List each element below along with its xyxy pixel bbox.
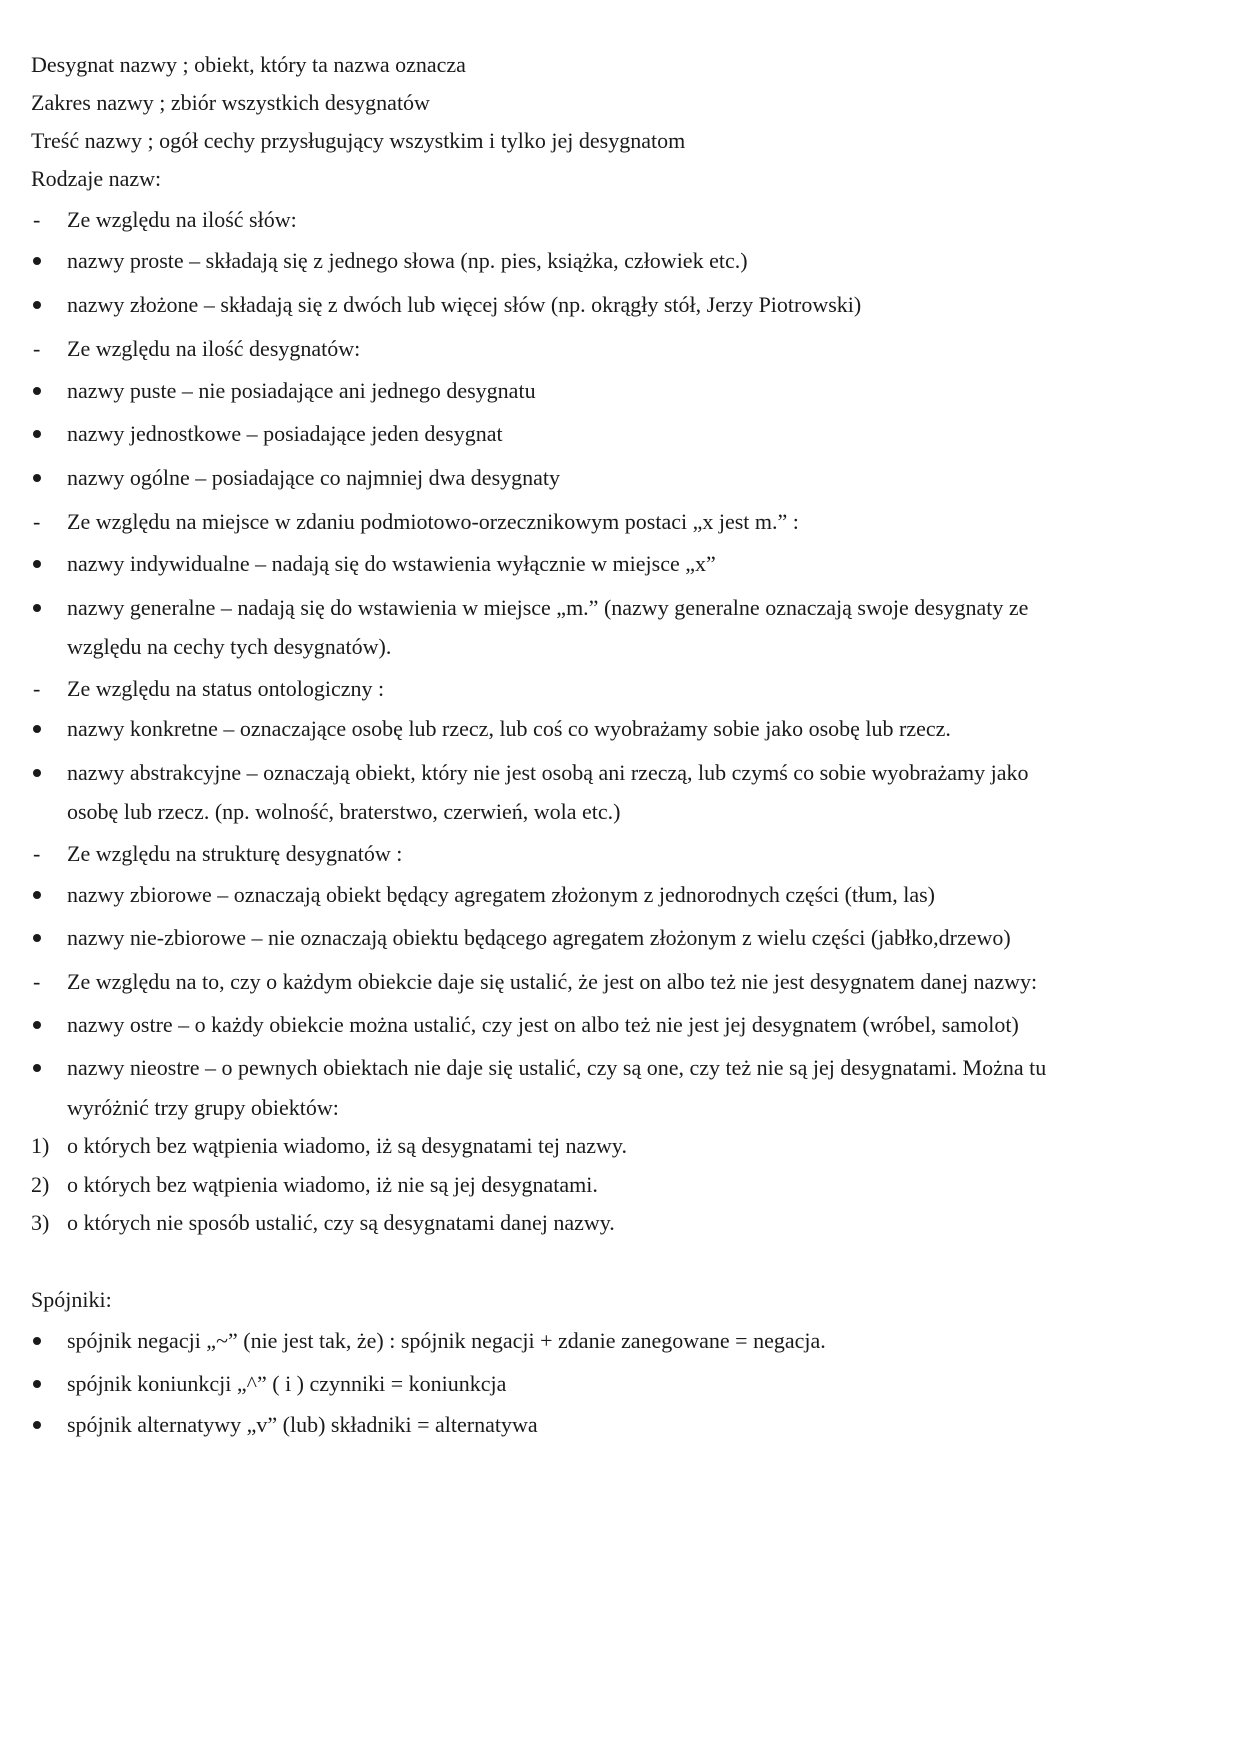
line-text: spójnik alternatywy „v” (lub) składniki = alternatywa	[67, 1412, 538, 1437]
line-text: osobę lub rzecz. (np. wolność, braterstwo, czerwień, wola etc.)	[67, 799, 621, 824]
line-text: nazwy zbiorowe – oznaczają obiekt będący agregatem złożonym z jednorodnych części (tłum, las)	[67, 882, 936, 907]
line-text: Ze względu na ilość słów:	[67, 207, 297, 232]
dash-marker: -	[33, 509, 41, 534]
line-text: nazwy indywidualne – nadają się do wstawienia wyłącznie w miejsce „x”	[67, 551, 716, 576]
line-text: Treść nazwy ; ogół cechy przysługujący wszystkim i tylko jej desygnatom	[31, 128, 686, 153]
line-text: Ze względu na miejsce w zdaniu podmiotowo-orzecznikowym postaci „x jest m.” :	[67, 509, 799, 534]
line-text: o których bez wątpienia wiadomo, iż nie są jej desygnatami.	[67, 1172, 598, 1197]
line-text: wyróżnić trzy grupy obiektów:	[67, 1095, 339, 1120]
line-text: nazwy nie-zbiorowe – nie oznaczają obiektu będącego agregatem złożonym z wielu części (jabłko,drzewo)	[67, 925, 1011, 950]
dash-marker: -	[33, 207, 41, 232]
line-text: nazwy konkretne – oznaczające osobę lub rzecz, lub coś co wyobrażamy sobie jako osobę lub rzecz.	[67, 716, 951, 741]
line-text: Rodzaje nazw:	[31, 166, 162, 191]
dash-marker: -	[33, 336, 41, 361]
line-text: Ze względu na status ontologiczny :	[67, 676, 385, 701]
line-text: nazwy generalne – nadają się do wstawienia w miejsce „m.” (nazwy generalne oznaczają swoje desygnaty ze	[67, 595, 1029, 620]
line-text: Ze względu na ilość desygnatów:	[67, 336, 361, 361]
line-text: o których bez wątpienia wiadomo, iż są desygnatami tej nazwy.	[67, 1133, 628, 1158]
line-text: Spójniki:	[31, 1287, 112, 1312]
line-text: Zakres nazwy ; zbiór wszystkich desygnatów	[31, 90, 430, 115]
line-text: spójnik koniunkcji „^” ( i ) czynniki = koniunkcja	[67, 1371, 507, 1396]
line-text: nazwy złożone – składają się z dwóch lub więcej słów (np. okrągły stół, Jerzy Piotrowski)	[67, 292, 862, 317]
line-text: Desygnat nazwy ; obiekt, który ta nazwa oznacza	[31, 52, 466, 77]
dash-marker: -	[33, 676, 41, 701]
line-text: nazwy proste – składają się z jednego słowa (np. pies, książka, człowiek etc.)	[67, 248, 748, 273]
line-text: względu na cechy tych desygnatów).	[67, 634, 392, 659]
list-number: 3)	[31, 1210, 50, 1235]
line-text: nazwy nieostre – o pewnych obiektach nie daje się ustalić, czy są one, czy też nie są jej desygnatami. Można tu	[67, 1055, 1047, 1080]
line-text: Ze względu na to, czy o każdym obiekcie daje się ustalić, że jest on albo też nie jest desygnatem danej nazwy:	[67, 969, 1038, 994]
list-number: 2)	[31, 1172, 50, 1197]
line-text: nazwy ostre – o każdy obiekcie można ustalić, czy jest on albo też nie jest jej desygnatem (wróbel, samolot)	[67, 1012, 1019, 1037]
line-text: nazwy abstrakcyjne – oznaczają obiekt, który nie jest osobą ani rzeczą, lub czymś co sobie wyobrażamy jako	[67, 760, 1029, 785]
line-text: Ze względu na strukturę desygnatów :	[67, 841, 403, 866]
dash-marker: -	[33, 841, 41, 866]
line-text: nazwy ogólne – posiadające co najmniej dwa desygnaty	[67, 465, 561, 490]
dash-marker: -	[33, 969, 41, 994]
line-text: nazwy puste – nie posiadające ani jednego desygnatu	[67, 378, 536, 403]
line-text: nazwy jednostkowe – posiadające jeden desygnat	[67, 421, 503, 446]
list-number: 1)	[31, 1133, 50, 1158]
line-text: spójnik negacji „~” (nie jest tak, że) : spójnik negacji + zdanie zanegowane = negacja.	[67, 1328, 826, 1353]
line-text: o których nie sposób ustalić, czy są desygnatami danej nazwy.	[67, 1210, 615, 1235]
